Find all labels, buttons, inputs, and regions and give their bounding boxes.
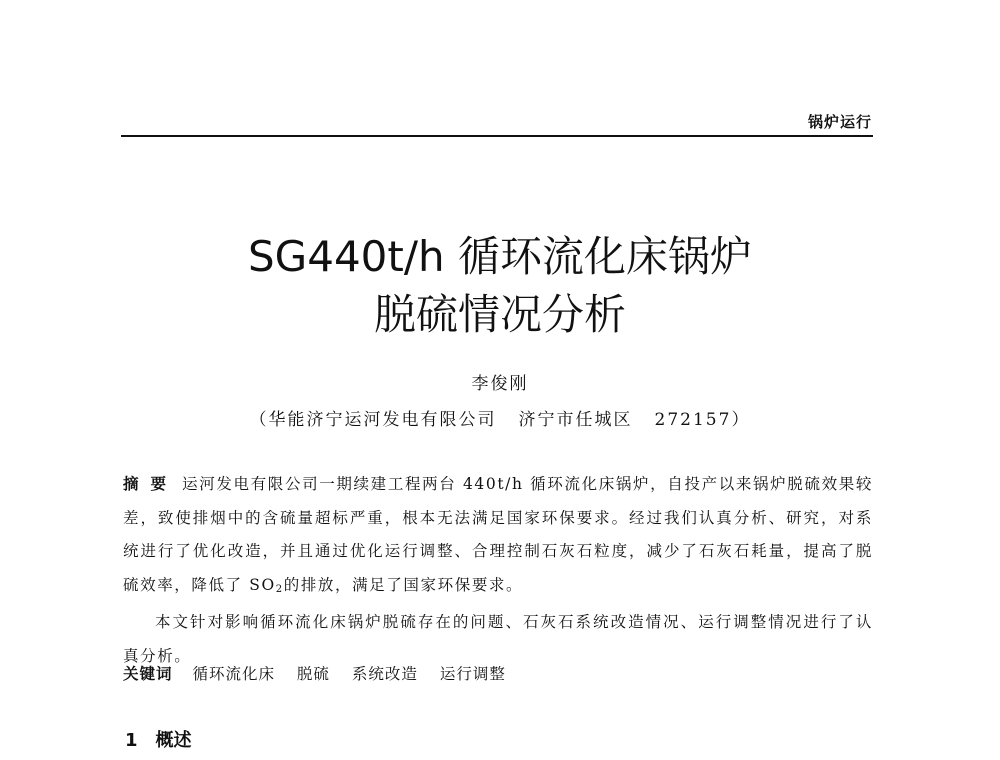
section-title: 概述 — [155, 730, 192, 751]
author: 李俊刚 — [471, 374, 529, 394]
keyword: 脱硫 — [296, 665, 330, 683]
title-line-1: SG440t/h 循环流化床锅炉 — [248, 232, 752, 281]
keywords-label: 关键词 — [123, 665, 173, 683]
title-line-2: 脱硫情况分析 — [373, 290, 626, 339]
affiliation — [0, 405, 1000, 430]
abstract-paragraph-2: 本文针对影响循环流化床锅炉脱硫存在的问题、石灰石系统改造情况、运行调整情况进行了认真分析。 — [123, 613, 873, 665]
abstract-label: 摘要 — [123, 475, 179, 493]
section-number: 1 — [125, 730, 138, 751]
affiliation-location: 济宁市任城区 — [518, 410, 633, 430]
abstract-paragraph-1 — [123, 468, 873, 606]
header-rule — [121, 135, 873, 137]
affiliation-organization: 华能济宁运河发电有限公司 — [268, 410, 497, 430]
paper-title — [0, 228, 1000, 344]
abstract-text-post: 的排放，满足了国家环保要求。 — [283, 575, 524, 594]
abstract-subscript: 2 — [275, 583, 284, 595]
keyword: 循环流化床 — [192, 665, 275, 683]
keywords — [123, 662, 522, 684]
abstract — [123, 468, 873, 673]
abstract-text-pre: 运河发电有限公司一期续建工程两台 440t/h 循环流化床锅炉，自投产以来锅炉脱硫效果较差，致使排烟中的含硫量超标严重，根本无法满足国家环保要求。经过我们认真分析、研究，对系统进行了优化改造，并且通过优化运行调整、合理控制石灰石粒度，减少了石灰石耗量，提高了脱硫效率，降低了 SO — [123, 475, 873, 594]
keyword: 系统改造 — [351, 665, 418, 683]
affiliation-open-paren: （ — [249, 410, 269, 430]
section-heading — [125, 726, 192, 752]
running-head: 锅炉运行 — [807, 113, 872, 131]
keyword: 运行调整 — [439, 665, 506, 683]
affiliation-close-paren: ） — [731, 410, 751, 430]
affiliation-postcode: 272157 — [654, 410, 732, 430]
